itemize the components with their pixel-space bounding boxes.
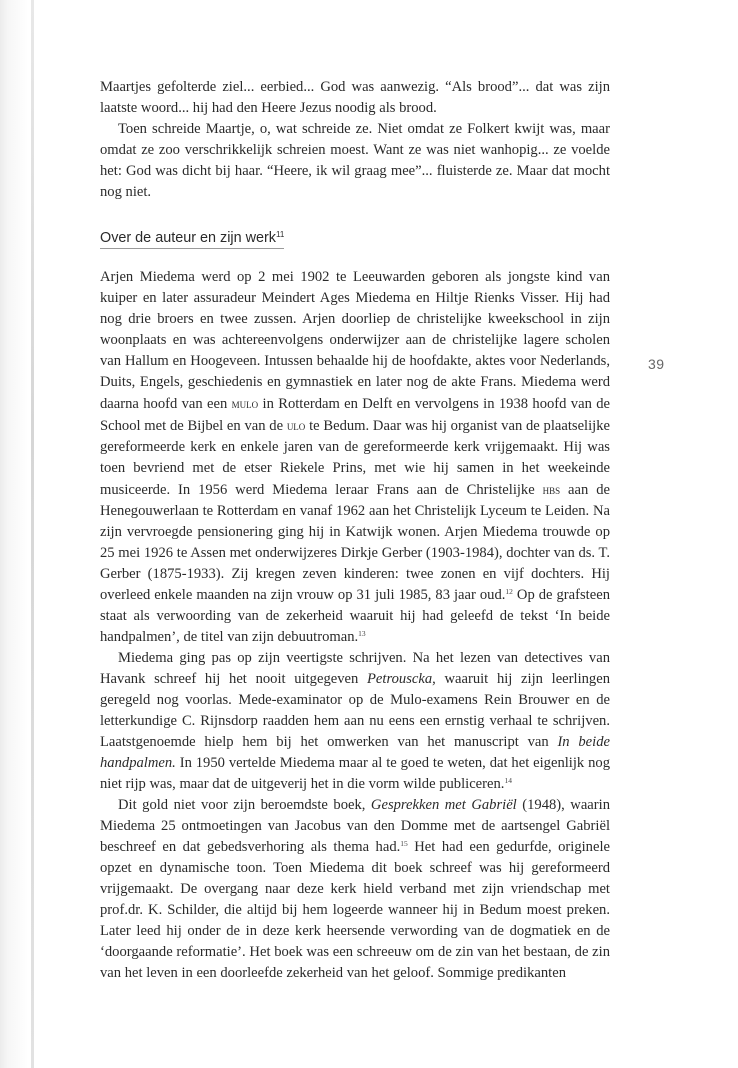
abbr-mulo: mulo xyxy=(231,396,259,411)
title-in-beide-handpalmen: In beide handpalmen. xyxy=(100,734,610,771)
intro-paragraph-2: Toen schreide Maartje, o, wat schreide ze. Niet omdat ze Folkert kwijt was, maar omdat ze zoo verschrikkelijk schreien moest. Want ze was niet wanhopig... ze voelde het: God was dicht bij haar. “Heere, ik wil graag mee”... fluisterde ze. Maar dat mocht nog niet. xyxy=(100,121,610,200)
gabriel-text-2: (1948), waarin Miedema 25 ontmoetingen van Jacobus van den Domme met de aartsengel Gabriël beschreef en dat gebedsverhoring als thema had. xyxy=(100,797,610,855)
section-heading xyxy=(100,230,284,249)
binding-gutter xyxy=(31,0,34,1068)
footnote-ref-12: 12 xyxy=(505,587,513,596)
footnote-ref-14: 14 xyxy=(504,776,512,785)
bio-text-1: Arjen Miedema werd op 2 mei 1902 te Leeuwarden geboren als jongste kind van kuiper en later assuradeur Meindert Ages Miedema en Hiltje Rienks Visser. Hij had nog drie broers en twee zussen. Arjen doorliep de christelijke kweekschool in zijn woonplaats en was achtereenvolgens onderwijzer aan de christelijke lagere scholen van Hallum en Hoogeveen. Intussen behaalde hij de hoofdakte, aktes voor Nederlands, Duits, Engels, geschiedenis en gymnastiek en later nog de akte Frans. Miedema werd daarna hoofd van een xyxy=(100,269,610,412)
title-gesprekken-met-gabriel: Gesprekken met Gabriël xyxy=(370,797,517,813)
section-heading-wrap xyxy=(100,203,610,267)
page-number: 39 xyxy=(648,356,665,372)
intro-paragraph-1: Maartjes gefolterde ziel... eerbied... God was aanwezig. “Als brood”... dat was zijn laatste woord... hij had den Heere Jezus noodig als brood. xyxy=(100,79,610,116)
bio-paragraph xyxy=(100,267,610,648)
gabriel-text-1: Dit gold niet voor zijn beroemdste boek, xyxy=(118,797,371,813)
abbr-ulo: ulo xyxy=(286,418,306,433)
gabriel-text-3: Het had een gedurfde, originele opzet en dynamische toon. Toen Miedema dit boek schreef was hij gereformeerd vrijgemaakt. De overgang naar deze kerk hield verband met zijn vriendschap met prof.dr. K. Schilder, die altijd bij hem logeerde wanneer hij in Bedum moest preken. Later leed hij onder de in deze kerk heersende verwording van de dogmatiek en de ‘doorgaande reformatie’. Het boek was een schreeuw om de zin van het bestaan, de zin van het leven in een doorleefde zekerheid van het geloof. Sommige predikanten xyxy=(100,839,610,981)
footnote-ref-15: 15 xyxy=(400,839,408,848)
heading-footnote-ref: 11 xyxy=(275,230,285,239)
abbr-hbs: hbs xyxy=(542,482,561,497)
footnote-ref-13: 13 xyxy=(358,629,366,638)
bio-text-2: in Rotterdam en Delft en vervolgens in 1938 hoofd van de School met de Bijbel en van de xyxy=(100,396,610,434)
bio-text-4: aan de Henegouwerlaan te Rotterdam en vanaf 1962 aan het Christelijk Lyceum te Leiden. Na zijn vervroegde pensionering ging hij in Katwijk wonen. Arjen Miedema trouwde op 25 mei 1926 te Assen met onderwijzeres Dirkje Gerber (1903-1984), dochter van ds. T. Gerber (1875-1933). Zij kregen zeven kinderen: twee zonen en vijf dochters. Hij overleed enkele maanden na zijn vrouw op 31 juli 1985, 83 jaar oud. xyxy=(100,482,610,603)
career-paragraph xyxy=(100,648,610,795)
career-text-2: , waaruit hij zijn leerlingen geregeld nog voorlas. Mede-examinator op de Mulo-examens Rein Brouwer en de letterkundige C. Rijnsdorp raadden hem aan nu eens een ernstig verhaal te schrijven. Laatstgenoemde hielp hem bij het omwerken van het manuscript van xyxy=(100,671,610,750)
bio-text-5: Op de grafsteen staat als verwoording van de zekerheid waaruit hij had geleefd de tekst ‘In beide handpalmen’, de titel van zijn debuutroman. xyxy=(100,587,610,645)
bio-text-3: te Bedum. Daar was hij organist van de plaatselijke gereformeerde kerk en enkele jaren van de gereformeerde kerk vrijgemaakt. Hij was toen bevriend met de etser Riekele Prins, met wie hij samen in het weekeinde musiceerde. In 1956 werd Miedema leraar Frans aan de Christelijke xyxy=(100,418,610,498)
section-heading-text: Over de auteur en zijn werk xyxy=(100,230,276,246)
career-text-1: Miedema ging pas op zijn veertigste schrijven. Na het lezen van detectives van Havank schreef hij het nooit uitgegeven xyxy=(100,650,610,687)
body-text xyxy=(100,77,610,984)
gabriel-paragraph xyxy=(100,795,610,984)
career-text-3: In 1950 vertelde Miedema maar al te goed te weten, dat het eigenlijk nog niet rijp was, maar dat de uitgeverij het in die vorm wilde publiceren. xyxy=(100,755,610,792)
title-petrouscka: Petrouscka xyxy=(367,671,433,687)
